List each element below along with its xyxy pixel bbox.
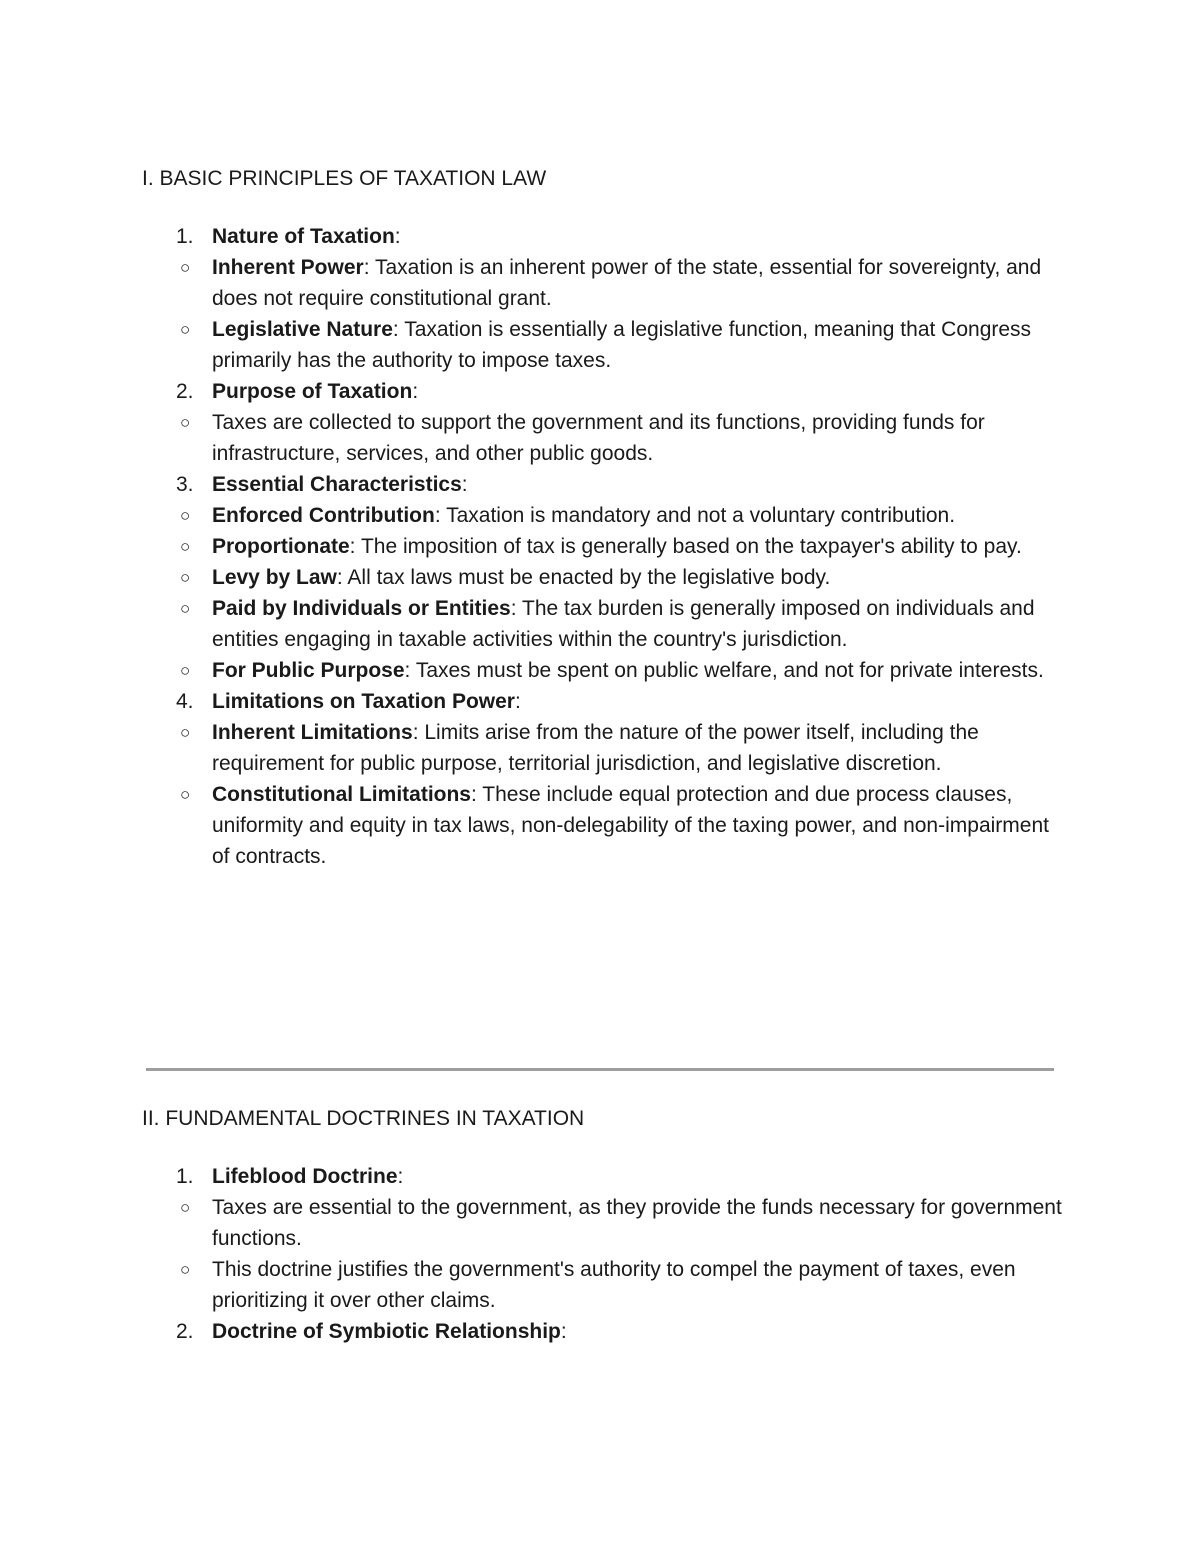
point-item: ○ Enforced Contribution: Taxation is mandatory and not a voluntary contribution. [142, 500, 1072, 531]
point-item: ○ Inherent Limitations: Limits arise from the nature of the power itself, including the requirement for public purpose, territorial jurisdiction, and legislative discretion. [142, 717, 1072, 779]
colon: : [461, 473, 468, 496]
circle-bullet-icon: ○ [180, 568, 191, 587]
point-text: The imposition of tax is generally based on the taxpayer's ability to pay. [360, 535, 1022, 558]
topic-title: Lifeblood Doctrine [212, 1165, 398, 1188]
circle-bullet-icon: ○ [180, 723, 191, 742]
point-text: This doctrine justifies the government's authority to compel the payment of taxes, even prioritizing it over other claims. [212, 1258, 1016, 1312]
topic-number: 4. [176, 690, 194, 713]
point-label: Constitutional Limitations [212, 783, 471, 806]
point-item [142, 1254, 1072, 1316]
point-item: ○ Constitutional Limitations: These include equal protection and due process clauses, uniformity and equity in tax laws, non-delegability of the taxing power, and non-impairment of contracts. [142, 779, 1072, 872]
circle-bullet-icon: ○ [180, 785, 191, 804]
topic-title: Nature of Taxation [212, 225, 395, 248]
point-label: Inherent Limitations [212, 721, 413, 744]
horizontal-divider [146, 1068, 1054, 1071]
point-text: Taxes are collected to support the government and its functions, providing funds for infrastructure, services, and other public goods. [212, 411, 985, 465]
circle-bullet-icon: ○ [180, 320, 191, 339]
point-label: Proportionate [212, 535, 350, 558]
point-item: ○ Legislative Nature: Taxation is essentially a legislative function, meaning that Congress primarily has the authority to impose taxes. [142, 314, 1072, 376]
point-list [180, 717, 1072, 872]
section-heading: I. BASIC PRINCIPLES OF TAXATION LAW [142, 167, 547, 190]
point-label: Paid by Individuals or Entities [212, 597, 511, 620]
topic-item [142, 1316, 1072, 1347]
colon: : [394, 225, 401, 248]
topic-item [142, 1161, 1072, 1316]
circle-bullet-icon: ○ [180, 258, 191, 277]
topic-title: Essential Characteristics [212, 473, 462, 496]
point-list [180, 252, 1072, 376]
point-label: Legislative Nature [212, 318, 393, 341]
topic-item [142, 376, 1072, 469]
circle-bullet-icon: ○ [180, 1260, 191, 1279]
circle-bullet-icon: ○ [180, 1198, 191, 1217]
point-item: ○ Proportionate: The imposition of tax is generally based on the taxpayer's ability to pay. [142, 531, 1072, 562]
topic-title: Limitations on Taxation Power [212, 690, 515, 713]
point-item: ○ Paid by Individuals or Entities: The tax burden is generally imposed on individuals and entities engaging in taxable activities within the country's jurisdiction. [142, 593, 1072, 655]
point-text: These include equal protection and due process clauses, uniformity and equity in tax laws, non-delegability of the taxing power, and non-impairment of contracts. [212, 783, 1049, 868]
topic-title: Doctrine of Symbiotic Relationship [212, 1320, 561, 1343]
colon: : [412, 380, 419, 403]
circle-bullet-icon: ○ [180, 661, 191, 680]
topic-item [142, 686, 1072, 872]
circle-bullet-icon: ○ [180, 413, 191, 432]
point-text: Limits arise from the nature of the power itself, including the requirement for public purpose, territorial jurisdiction, and legislative discretion. [212, 721, 979, 775]
point-text: Taxation is mandatory and not a voluntary contribution. [446, 504, 956, 527]
point-list [180, 500, 1072, 686]
section-fundamental-doctrines [142, 1105, 1072, 1347]
topic-list [142, 221, 1072, 872]
point-list [180, 407, 1072, 469]
point-label: For Public Purpose [212, 659, 405, 682]
circle-bullet-icon: ○ [180, 506, 191, 525]
point-item: ○ Inherent Power: Taxation is an inherent power of the state, essential for sovereignty, and does not require constitutional grant. [142, 252, 1072, 314]
point-text: The tax burden is generally imposed on individuals and entities engaging in taxable activities within the country's jurisdiction. [212, 597, 1035, 651]
point-label: Levy by Law [212, 566, 337, 589]
point-text: All tax laws must be enacted by the legislative body. [347, 566, 831, 589]
point-label: Inherent Power [212, 256, 364, 279]
point-item [142, 407, 1072, 469]
point-text: Taxes are essential to the government, as they provide the funds necessary for government functions. [212, 1196, 1062, 1250]
topic-number: 1. [176, 225, 194, 248]
point-text: Taxation is essentially a legislative function, meaning that Congress primarily has the authority to impose taxes. [212, 318, 1032, 372]
circle-bullet-icon: ○ [180, 537, 191, 556]
colon: : [560, 1320, 567, 1343]
point-item: ○ For Public Purpose: Taxes must be spent on public welfare, and not for private interests. [142, 655, 1072, 686]
topic-item [142, 469, 1072, 686]
circle-bullet-icon: ○ [180, 599, 191, 618]
topic-list [142, 1161, 1072, 1347]
section-basic-principles [142, 165, 1072, 872]
point-list [180, 1192, 1072, 1316]
colon: : [514, 690, 521, 713]
point-text: Taxes must be spent on public welfare, and not for private interests. [415, 659, 1044, 682]
colon: : [397, 1165, 404, 1188]
topic-number: 1. [176, 1165, 194, 1188]
topic-title: Purpose of Taxation [212, 380, 413, 403]
topic-number: 2. [176, 380, 194, 403]
point-item: ○ Levy by Law: All tax laws must be enacted by the legislative body. [142, 562, 1072, 593]
section-heading: II. FUNDAMENTAL DOCTRINES IN TAXATION [142, 1107, 585, 1130]
topic-item [142, 221, 1072, 376]
point-item [142, 1192, 1072, 1254]
topic-number: 2. [176, 1320, 194, 1343]
topic-number: 3. [176, 473, 194, 496]
point-label: Enforced Contribution [212, 504, 435, 527]
point-text: Taxation is an inherent power of the state, essential for sovereignty, and does not require constitutional grant. [212, 256, 1042, 310]
